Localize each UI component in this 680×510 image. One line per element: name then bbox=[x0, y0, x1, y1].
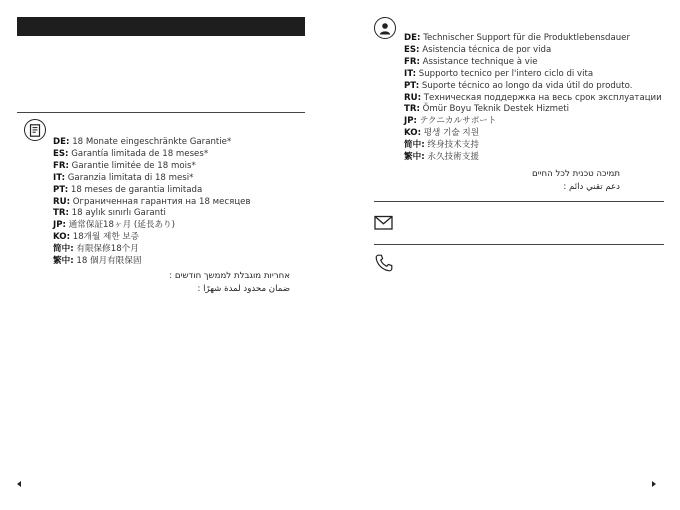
language-text: Техническая поддержка на весь срок эксплуатации bbox=[423, 92, 662, 103]
list-item bbox=[53, 220, 251, 232]
list-item bbox=[404, 93, 662, 105]
section-divider bbox=[374, 201, 664, 202]
support-list bbox=[404, 33, 662, 164]
header-bar bbox=[17, 17, 305, 36]
list-item bbox=[404, 69, 662, 81]
warranty-hebrew: אחריות מוגבלת לממשך חודשים : bbox=[169, 271, 290, 281]
language-text: 18 aylık sınırlı Garanti bbox=[71, 208, 166, 219]
list-item bbox=[53, 208, 251, 220]
list-item bbox=[404, 140, 662, 152]
list-item bbox=[404, 81, 662, 93]
list-item bbox=[53, 173, 251, 185]
language-code: DE: bbox=[404, 33, 421, 43]
support-hebrew: תמיכה טכנית לכל החיים bbox=[532, 169, 620, 179]
language-text: テクニカルサポート bbox=[419, 116, 497, 127]
language-text: Garanzia limitata di 18 mesi* bbox=[67, 172, 194, 183]
language-code: 繁中: bbox=[53, 256, 74, 267]
language-code: TR: bbox=[404, 104, 420, 115]
language-text: Assistance technique à vie bbox=[422, 56, 538, 67]
language-code: RU: bbox=[404, 92, 422, 103]
language-text: Asistencia técnica de por vida bbox=[422, 44, 552, 55]
support-arabic: دعم تقني دائم : bbox=[563, 182, 620, 192]
language-text: Supporto tecnico per l'intero ciclo di vita bbox=[418, 68, 594, 79]
language-text: Garantía limitada de 18 meses* bbox=[71, 148, 209, 159]
list-item bbox=[53, 244, 251, 256]
list-item bbox=[53, 256, 251, 268]
list-item bbox=[53, 137, 251, 149]
list-item bbox=[53, 161, 251, 173]
list-item bbox=[404, 128, 662, 140]
language-code: PT: bbox=[53, 184, 69, 195]
language-text: Technischer Support für die Produktlebensdauer bbox=[423, 33, 630, 43]
warranty-document-icon bbox=[24, 119, 46, 141]
envelope-icon bbox=[374, 215, 396, 237]
warranty-arabic: ضمان محدود لمدة شهرًا : bbox=[197, 284, 290, 294]
language-code: JP: bbox=[404, 116, 417, 127]
language-code: RU: bbox=[53, 196, 71, 207]
language-code: FR: bbox=[404, 56, 420, 67]
language-text: Ömür Boyu Teknik Destek Hizmeti bbox=[422, 104, 570, 115]
language-code: ES: bbox=[53, 148, 69, 159]
warranty-list bbox=[53, 137, 251, 268]
language-text: 有限保修18个月 bbox=[76, 244, 139, 255]
section-divider bbox=[374, 244, 664, 245]
support-person-icon bbox=[374, 17, 396, 39]
right-page bbox=[340, 0, 680, 510]
arrow-right-icon[interactable] bbox=[652, 481, 656, 487]
language-code: KO: bbox=[53, 232, 71, 243]
list-item bbox=[53, 185, 251, 197]
language-code: 简中: bbox=[404, 140, 425, 151]
language-text: Ограниченная гарантия на 18 месяцев bbox=[72, 196, 251, 207]
language-code: KO: bbox=[404, 128, 422, 139]
list-item bbox=[404, 57, 662, 69]
language-text: 18 個月有限保固 bbox=[76, 256, 142, 267]
language-text: Garantie limitée de 18 mois* bbox=[71, 160, 196, 171]
phone-icon bbox=[375, 254, 397, 276]
language-code: JP: bbox=[53, 220, 66, 231]
language-code: DE: bbox=[53, 137, 70, 147]
arrow-left-icon[interactable] bbox=[17, 481, 21, 487]
list-item bbox=[53, 149, 251, 161]
language-text: 通常保証18ヶ月 (延長あり) bbox=[68, 220, 175, 231]
language-code: PT: bbox=[404, 80, 420, 91]
list-item bbox=[53, 232, 251, 244]
section-divider bbox=[17, 112, 305, 113]
language-text: 永久技術支援 bbox=[427, 152, 479, 163]
list-item bbox=[404, 152, 662, 164]
language-code: 简中: bbox=[53, 244, 74, 255]
list-item bbox=[53, 197, 251, 209]
list-item bbox=[404, 45, 662, 57]
language-text: 18 Monate eingeschränkte Garantie* bbox=[72, 137, 232, 147]
language-code: IT: bbox=[404, 68, 417, 79]
language-code: IT: bbox=[53, 172, 66, 183]
language-code: TR: bbox=[53, 208, 69, 219]
list-item bbox=[404, 33, 662, 45]
language-text: 18 meses de garantia limitada bbox=[70, 184, 203, 195]
language-text: 18개월 제한 보증 bbox=[72, 232, 139, 243]
language-text: Suporte técnico ao longo da vida útil do produto. bbox=[421, 80, 633, 91]
language-code: ES: bbox=[404, 44, 420, 55]
list-item bbox=[404, 104, 662, 116]
list-item bbox=[404, 116, 662, 128]
language-text: 终身技术支持 bbox=[427, 140, 479, 151]
language-code: 繁中: bbox=[404, 152, 425, 163]
language-text: 평생 기술 지원 bbox=[423, 128, 480, 139]
language-code: FR: bbox=[53, 160, 69, 171]
